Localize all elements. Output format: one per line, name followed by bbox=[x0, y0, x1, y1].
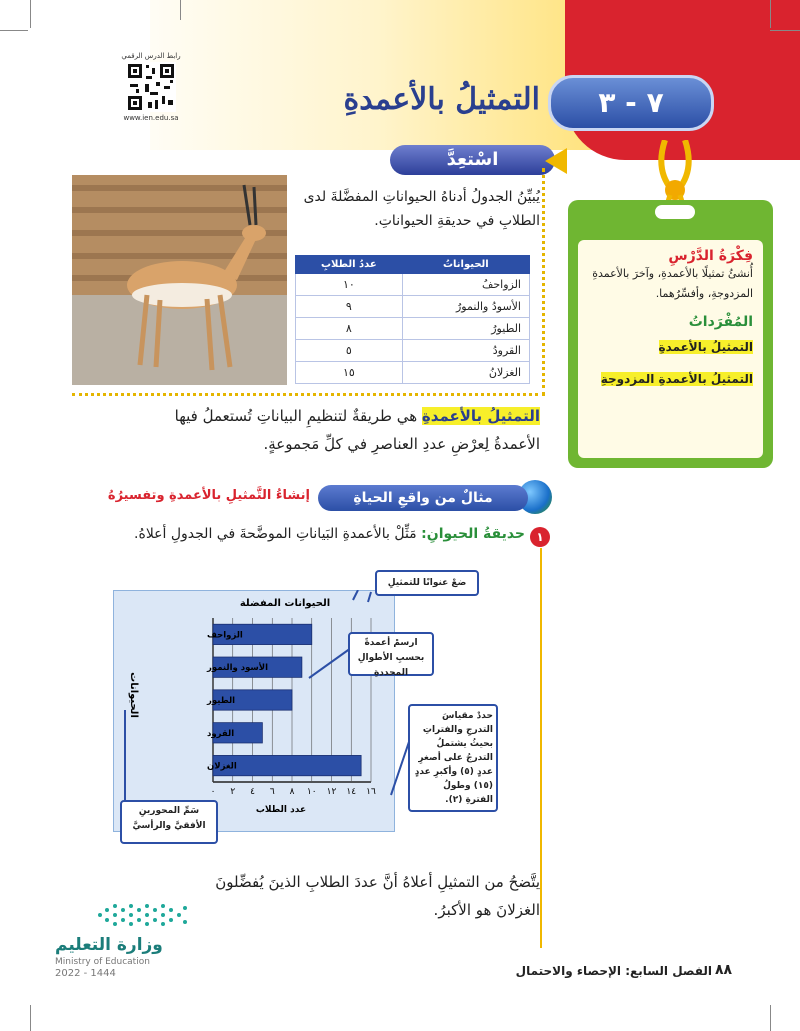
crop-mark bbox=[180, 0, 181, 20]
chart-category-label: الغزلان bbox=[207, 761, 237, 772]
ministry-logo-icon bbox=[95, 900, 190, 930]
example-text: مَثِّلْ بالأعمدةِ البَياناتِ الموضَّحةَ في الجدولِ أعلاهُ. bbox=[134, 526, 422, 542]
chart-x-tick-label: ٨ bbox=[289, 787, 295, 797]
animals-table bbox=[295, 255, 530, 384]
qr-code-icon[interactable] bbox=[126, 62, 176, 112]
page-title: التمثيلُ بالأعمدةِ bbox=[343, 82, 540, 117]
chart-title: الحيوانات المفضلة bbox=[239, 598, 331, 609]
lesson-info-content bbox=[578, 240, 763, 458]
table-cell-animal: الطيورُ bbox=[402, 318, 529, 340]
table-cell-count: ١٠ bbox=[296, 274, 403, 296]
table-row bbox=[296, 362, 530, 384]
table-cell-count: ١٥ bbox=[296, 362, 403, 384]
chart-x-tick-label: ١٦ bbox=[366, 787, 376, 797]
footer-chapter: الفصل السابع: الإحصاء والاحتمال bbox=[515, 964, 712, 978]
crop-mark bbox=[770, 1005, 771, 1031]
page-number: ٨٨ bbox=[715, 962, 733, 978]
chart-x-tick-label: ٢ bbox=[230, 787, 236, 797]
table-cell-animal: الغزلانُ bbox=[402, 362, 529, 384]
table-row bbox=[296, 274, 530, 296]
table-header-animals: الحيواناتُ bbox=[402, 256, 529, 274]
table-header-row bbox=[296, 256, 530, 274]
callout-arrow-icon bbox=[368, 592, 371, 602]
table-header-count: عددُ الطلابِ bbox=[296, 256, 403, 274]
edition-year: 2022 - 1444 bbox=[55, 968, 116, 979]
crop-mark bbox=[30, 1005, 31, 1031]
intro-text: يُبيِّنُ الجدولُ أدناهُ الحيواناتِ المفضَّلةَ لدى الطلابِ في حديقةِ الحيواناتِ. bbox=[303, 189, 540, 229]
real-world-subtitle: إنشاءُ التَّمثيلِ بالأعمدةِ وتفسيرُهُ bbox=[107, 488, 310, 503]
lesson-idea-heading: فِكْرَةُ الدَّرْسِ bbox=[668, 248, 753, 264]
definition-term: التمثيلُ بالأعمدةِ bbox=[421, 407, 540, 425]
chart-category-label: القرود bbox=[207, 728, 235, 739]
table-cell-count: ٩ bbox=[296, 296, 403, 318]
chart-x-tick-label: ١٤ bbox=[346, 787, 357, 797]
gazelle-photo bbox=[72, 175, 287, 385]
conclusion-text: يتَّضحُ من التمثيلِ أعلاهُ أنَّ عددَ الطلابِ الذينَ يُفضِّلونَ الغزلانَ هو الأكبرُ. bbox=[215, 873, 540, 919]
chart-category-label: الطيور bbox=[207, 696, 236, 706]
crop-mark bbox=[0, 30, 28, 31]
chart-category-label: الزواحف bbox=[207, 630, 243, 641]
table-cell-animal: الأسودُ والنمورُ bbox=[402, 296, 529, 318]
vocabulary-item: التمثيلُ بالأعمدةِ bbox=[658, 340, 753, 354]
chart-category-label: الأسود والنمور bbox=[207, 663, 269, 674]
crop-mark bbox=[30, 0, 31, 28]
example-number: ١ bbox=[530, 527, 550, 547]
definition-paragraph bbox=[130, 402, 540, 458]
example-statement bbox=[120, 526, 525, 542]
chart-x-tick-label: ٤ bbox=[250, 787, 255, 797]
table-cell-count: ٨ bbox=[296, 318, 403, 340]
ministry-name-ar: وزارة التعليم bbox=[55, 935, 163, 955]
arrow-left-icon bbox=[545, 148, 567, 174]
crop-mark bbox=[770, 0, 771, 28]
ministry-name-en: Ministry of Education bbox=[55, 957, 150, 967]
callout-bars: ارسمْ أعمدةً بحسبِ الأطوالِ المحددةِ bbox=[348, 632, 434, 676]
lesson-idea-text: أُنشئُ تمثيلًا بالأعمدةِ، وآخرَ بالأعمدةِ المزدوجةِ، وأفسِّرُهما. bbox=[592, 267, 753, 300]
table-cell-animal: القرودُ bbox=[402, 340, 529, 362]
qr-block[interactable] bbox=[118, 52, 184, 144]
table-row bbox=[296, 296, 530, 318]
vocabulary-item: التمثيلُ بالأعمدةِ المزدوجةِ bbox=[600, 372, 753, 386]
chart-x-tick-label: ١٢ bbox=[326, 787, 337, 797]
chart-y-axis-label: الحيوانات bbox=[128, 672, 139, 718]
callout-arrow-icon bbox=[309, 648, 351, 678]
callout-title: ضعْ عنوانًا للتمثيلِ bbox=[375, 570, 479, 596]
table-row bbox=[296, 340, 530, 362]
chart-x-axis-label: عدد الطلاب bbox=[255, 805, 307, 815]
chart-x-tick-label: ٠ bbox=[210, 787, 216, 797]
chart-x-tick-label: ١٠ bbox=[306, 787, 317, 797]
chart-x-tick-label: ٦ bbox=[269, 787, 275, 797]
table-cell-count: ٥ bbox=[296, 340, 403, 362]
qr-url[interactable]: www.ien.edu.sa bbox=[123, 114, 179, 122]
real-world-banner: مثالٌ من واقعِ الحياةِ bbox=[318, 485, 528, 511]
example-heading: حديقةُ الحيوانِ: bbox=[421, 526, 525, 542]
crop-mark bbox=[770, 30, 800, 31]
callout-scale: حددْ مقياسَ التدرجِ والفتراتِ بحيثُ يشتملُ التدرجُ على أصغرِ عددٍ (٥) وأكبرِ عددٍ (١٥) وطولُ الفترةِ (٢). bbox=[408, 704, 498, 812]
ready-banner: اسْتعِدَّ bbox=[390, 145, 555, 175]
panel-hole bbox=[655, 205, 695, 219]
definition-text: هي طريقةٌ لتنظيمِ البياناتِ تُستعملُ فيها الأعمدةُ لِعرْضِ عددِ العناصرِ في كلِّ مَجموعةٍ. bbox=[174, 407, 540, 453]
callout-axes: سَمِّ المحورينِ الأفقيَّ والرأسيَّ bbox=[120, 800, 218, 844]
table-row bbox=[296, 318, 530, 340]
table-cell-animal: الزواحفُ bbox=[402, 274, 529, 296]
vocabulary-heading: المُفْرَداتُ bbox=[688, 314, 753, 330]
callout-arrow-icon bbox=[353, 590, 358, 600]
qr-label: رابط الدرس الرقمي bbox=[121, 52, 181, 60]
lesson-number: ٧ - ٣ bbox=[548, 75, 714, 131]
